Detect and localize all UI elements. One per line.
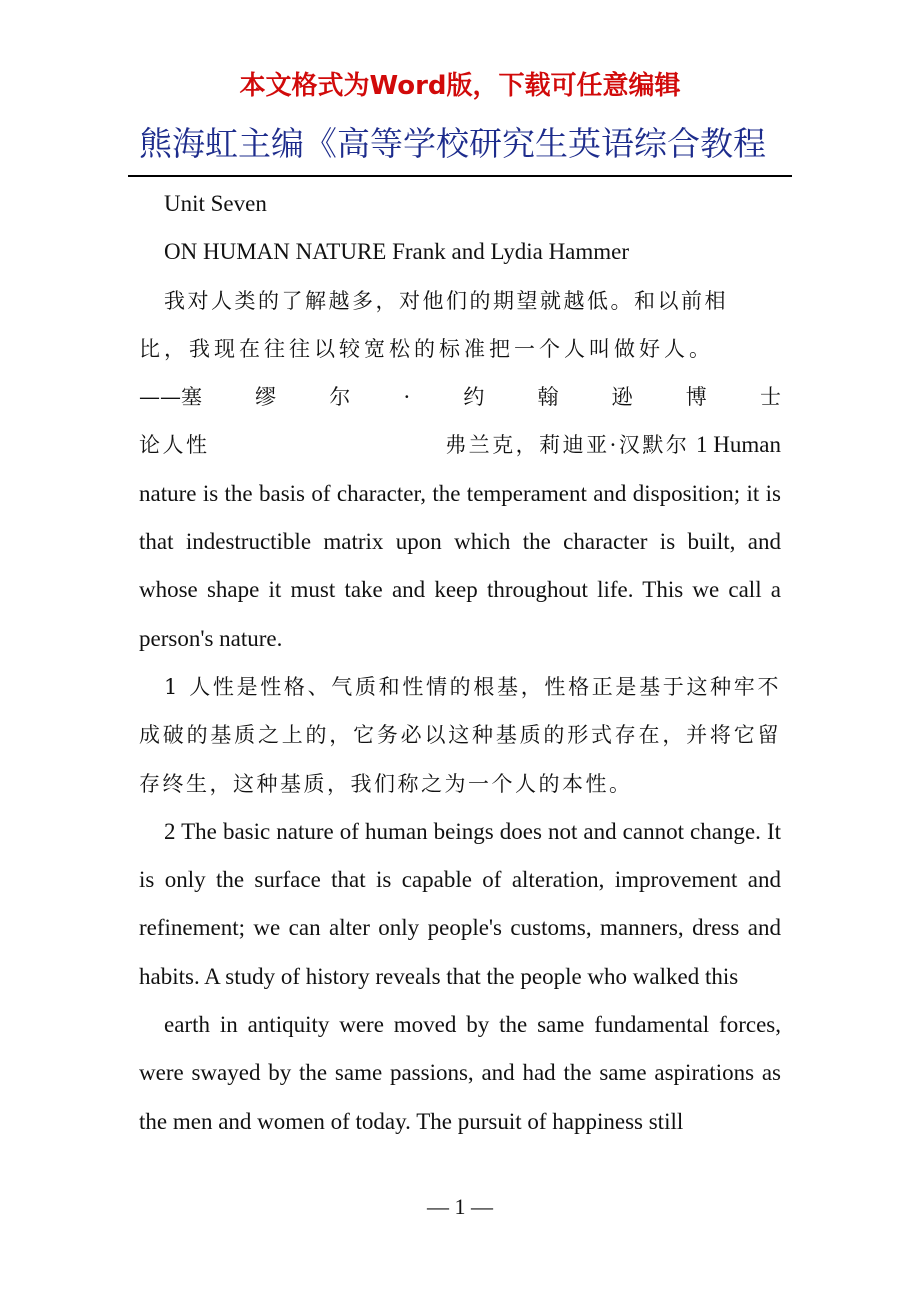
attribution-char: ——塞 [139,385,202,410]
document-title: 熊海虹主编《高等学校研究生英语综合教程 [139,124,766,163]
page-number: — 1 — [427,1194,493,1219]
epigraph-line-1: 我对人类的了解越多，对他们的期望就越低。和以前相 [164,288,728,313]
attribution-char: 缪 [255,385,277,410]
paragraph-2-english: 2 The basic nature of human beings does not and cannot change. It is only the surface that is capable of alteration, improvement and refinement; we can alter only people's customs, manners, dress and habits. A study of history reveals that the people who walked this [139,818,781,989]
attribution-char: 逊 [611,385,633,410]
paragraph-1-chinese: 1 人性是性格、气质和性情的根基，性格正是基于这种牢不成破的基质之上的，它务必以这种基质的形式存在，并将它留存终生，这种基质，我们称之为一个人的本性。 [139,674,781,796]
title-divider [128,175,792,177]
document-body [139,180,781,1146]
download-banner: 本文格式为Word版，下载可任意编辑 [239,71,681,101]
epigraph-attribution [139,373,781,421]
attribution-char: 士 [759,385,781,410]
attribution-char: 尔 [329,385,351,410]
article-heading: ON HUMAN NATURE Frank and Lydia Hammer [164,239,630,265]
unit-label: Unit Seven [164,191,267,216]
attribution-char: · [403,385,411,410]
attribution-char: 博 [685,385,707,410]
paragraph-2-continued: earth in antiquity were moved by the same fundamental forces, were swayed by the same passions, and had the same aspirations as the men and women of today. The pursuit of happiness still [139,1012,781,1134]
chinese-title: 论人性 [139,433,210,458]
attribution-char: 翰 [537,385,559,410]
attribution-char: 约 [463,385,485,410]
chinese-title-line [139,421,781,469]
paragraph-1-start: 1 Human [696,432,781,458]
epigraph-line-2: 比，我现在往往以较宽松的标准把一个人叫做好人。 [139,336,714,361]
paragraph-1-english: nature is the basis of character, the temperament and disposition; it is that indestructible matrix upon which the character is built, and whose shape it must take and keep throughout life. This we call a person's nature. [139,480,781,651]
chinese-authors: 弗兰克，莉迪亚·汉默尔 [445,433,690,458]
